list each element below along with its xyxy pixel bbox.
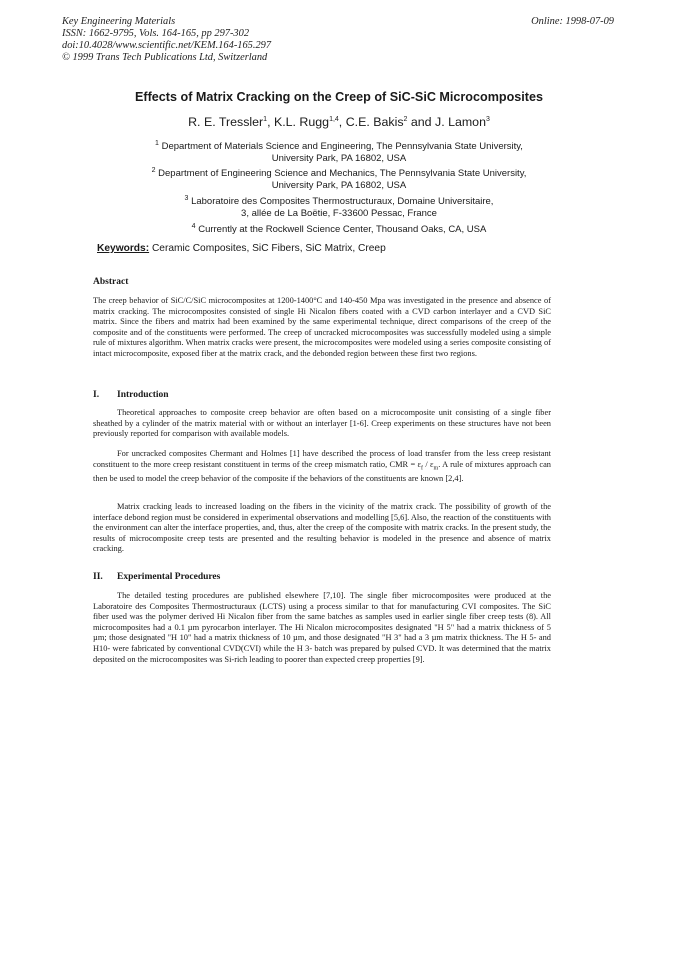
- intro-paragraph-3: Matrix cracking leads to increased loading on the fibers in the vicinity of the matrix crack. The possibility of growth of the interface debond region must be considered in experimental observations and modelling [5,6]. Also, the reaction of the constituents with the environment can alter the interface properties, and, thus, alter the creep of the composite with matrix cracks. In the present study, the results of microcomposite creep tests are presented and the resulting behavior is modeled in the presence and absence of matrix cracking.: [93, 502, 551, 554]
- affiliation-mark: 1: [155, 140, 159, 147]
- affiliation-4: [0, 221, 678, 236]
- experimental-paragraph-1: The detailed testing procedures are published elsewhere [7,10]. The single fiber microcomposites were produced at the Laboratoire des Composites Thermostructuraux (LCTS) using a process similar to that for manufacturing CVI composites. The SiC fiber used was the polymer derived Hi Nicalon fiber from the same batches as samples used in earlier single fiber creep tests (8). All microcomposites had a 0.1 µm pyrocarbon interlayer. The Hi Nicalon microcomposites designated "H 5" had a matrix thickness of 5 µm; those designated "H 10" had a matrix thickness of 10 µm, and those designated "H 3" had a 3 µm matrix thickness. The H 5- and H10- were fabricated by conventional CVD(CVI) while the H 3- batch was prepared by pulsed CVD. It was determined that the matrix deposited on the microcomposites was Si-rich leading to poorer than expected creep properties [9].: [93, 591, 551, 664]
- keywords: [97, 243, 386, 254]
- abstract-text: The creep behavior of SiC/C/SiC microcomposites at 1200-1400°C and 140-450 Mpa was investigated in the presence and absence of matrix cracking. The microcomposites consisted of single Hi Nicalon fibers coated with a CVD carbon interlayer and a CVD SiC matrix. Since the fibers and matrix had been examined by the same experimental technique, direct comparisons of the creep of the composite and of the constituents were performed. The creep of uncracked microcomposites was successfully modeled using a simple rule of mixtures algorithm. When matrix cracks were present, the microcomposites were modeled using a series composite consisting of intact microcomposite, exposed fiber at the matrix crack, and the debonded region between these first two regions.: [93, 296, 551, 358]
- affiliation-1: [0, 138, 678, 164]
- author-affiliation-mark: 1: [263, 115, 268, 123]
- intro-paragraph-1: Theoretical approaches to composite creep behavior are often based on a microcomposite unit consisting of a single fiber sheathed by a cylinder of the matrix material with or without an interlayer [1-6]. Creep experiments on these structures have not been previously reported for comparison with available models.: [93, 408, 551, 439]
- affiliation-mark: 4: [191, 223, 196, 230]
- affiliation-line: 3, allée de La Boëtie, F-33600 Pessac, France: [241, 207, 437, 219]
- copyright-line: © 1999 Trans Tech Publications Ltd, Switzerland: [62, 52, 268, 63]
- affiliation-line: University Park, PA 16802, USA: [271, 152, 407, 164]
- section-number: II.: [93, 572, 103, 582]
- affiliation-line: Department of Materials Science and Engineering, The Pennsylvania State University,: [161, 141, 523, 153]
- author-separator: ,: [267, 115, 274, 129]
- matrix-subscript: m: [433, 465, 439, 472]
- author-separator: and: [407, 115, 435, 129]
- author-affiliation-mark: 2: [403, 115, 408, 123]
- journal-name: Key Engineering Materials: [62, 16, 176, 27]
- author-affiliation-mark: 1,4: [329, 115, 339, 123]
- abstract-heading: Abstract: [93, 277, 129, 287]
- author-name: K.L. Rugg: [273, 115, 330, 129]
- section-title: Introduction: [117, 390, 169, 400]
- paper-title: Effects of Matrix Cracking on the Creep of SiC-SiC Microcomposites: [135, 90, 543, 104]
- issn-line: ISSN: 1662-9795, Vols. 164-165, pp 297-302: [62, 28, 250, 39]
- doi-link[interactable]: doi:10.4028/www.scientific.net/KEM.164-165.297: [62, 40, 272, 51]
- author-separator: ,: [338, 115, 346, 129]
- intro-paragraph-2-text: . A rule of mixtures approach can then be used to model the creep behavior of the composite if the behaviors of the constituents are known [2,4].: [93, 459, 551, 483]
- affiliation-line: Department of Engineering Science and Mechanics, The Pennsylvania State University,: [158, 168, 527, 180]
- author-name: J. Lamon: [435, 115, 486, 129]
- author-affiliation-mark: 3: [485, 115, 490, 123]
- online-date: Online: 1998-07-09: [531, 16, 614, 27]
- keywords-label: Keywords:: [97, 243, 150, 254]
- author-list: [0, 115, 678, 129]
- affiliation-2: [0, 165, 678, 191]
- keywords-text: Ceramic Composites, SiC Fibers, SiC Matrix, Creep: [151, 243, 386, 254]
- section-title: Experimental Procedures: [117, 572, 221, 582]
- author-name: R. E. Tressler: [188, 115, 264, 129]
- section-number: I.: [93, 390, 100, 400]
- intro-paragraph-2: [93, 449, 551, 484]
- affiliation-line: Laboratoire des Composites Thermostructuraux, Domaine Universitaire,: [191, 196, 494, 208]
- intro-paragraph-2-text: For uncracked composites Chermant and Holmes [1] have described the process of load transfer from the less creep resistant constituent to the more creep resistant constituent in terms of the creep mismatch ratio, CMR = ε: [93, 449, 551, 469]
- affiliation-line: University Park, PA 16802, USA: [271, 179, 407, 191]
- affiliation-line: Currently at the Rockwell Science Center, Thousand Oaks, CA, USA: [198, 224, 487, 236]
- section-heading-introduction: [93, 390, 169, 400]
- fiber-subscript: f: [421, 465, 424, 472]
- affiliation-mark: 3: [184, 195, 189, 202]
- publication-info: [62, 16, 271, 64]
- affiliation-3: [0, 193, 678, 219]
- affiliation-mark: 2: [151, 167, 156, 174]
- intro-paragraph-2-text: / ε: [423, 459, 434, 469]
- author-name: C.E. Bakis: [345, 115, 404, 129]
- section-heading-experimental: [93, 572, 220, 582]
